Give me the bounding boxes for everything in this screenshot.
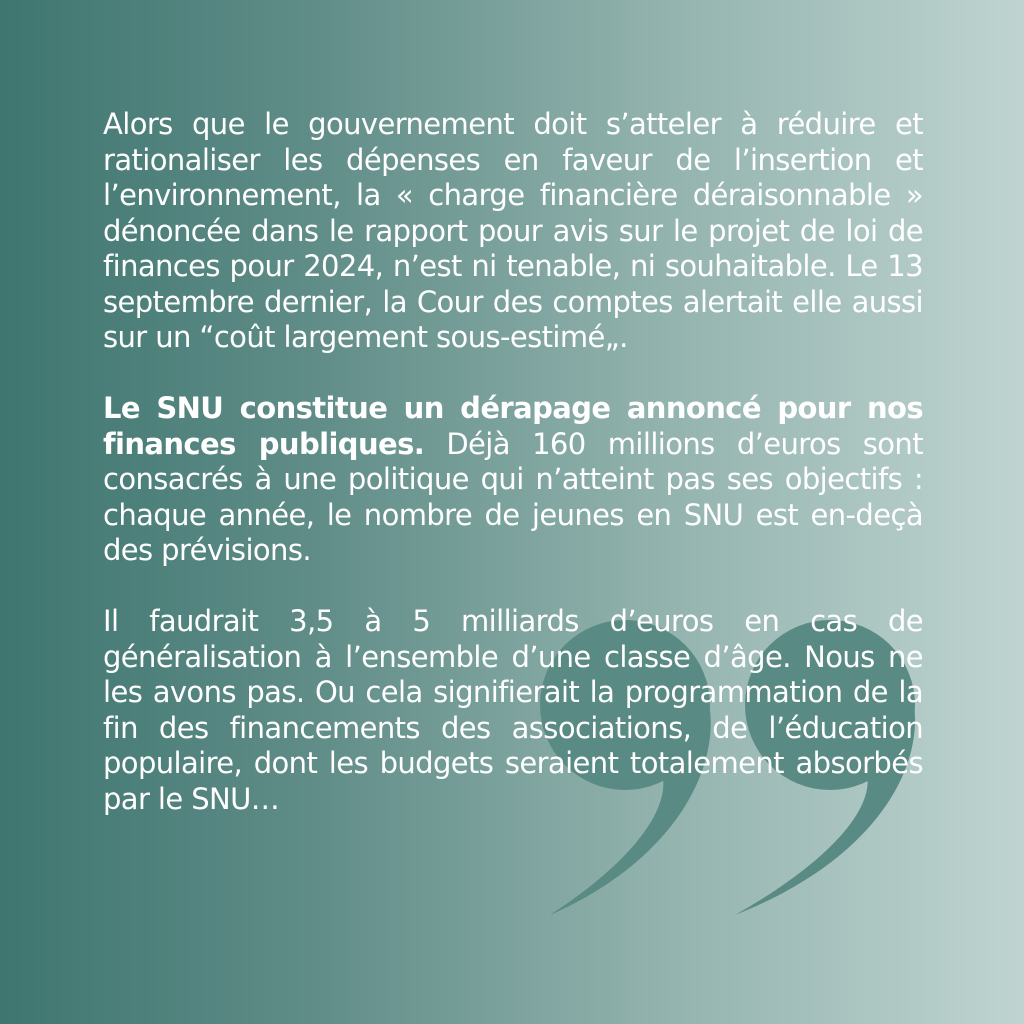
body-text	[103, 107, 923, 853]
paragraph-2-text: Déjà 160 millions d’euros sont consacrés à une politique qui n’atteint pas ses objectifs : chaque année, le nombre de jeunes en SNU est en-deçà des prévisions.	[103, 426, 923, 567]
paragraph-1-text: Alors que le gouvernement doit s’atteler à réduire et rationaliser les dépenses en faveur de l’insertion et l’environnement, la « charge financière déraisonnable » dénoncée dans le rapport pour avis sur le projet de loi de finances pour 2024, n’est ni tenable, ni souhaitable. Le 13 septembre dernier, la Cour des comptes alertait elle aussi sur un “coût largement sous-estimé„.	[103, 107, 923, 354]
paragraph-2-bold-lead: Le SNU constitue un dérapage annoncé pour nos finances publiques.	[103, 391, 923, 461]
paragraph-3-text: Il faudrait 3,5 à 5 milliards d’euros en cas de généralisation à l’ensemble d’une classe d’âge. Nous ne les avons pas. Ou cela signifierait la programmation de la fin des financements des associations, de l’éducation populaire, dont les budgets seraient totalement absorbés par le SNU…	[103, 604, 923, 816]
paragraph-1	[103, 107, 923, 356]
paragraph-2	[103, 391, 923, 569]
paragraph-3	[103, 604, 923, 817]
